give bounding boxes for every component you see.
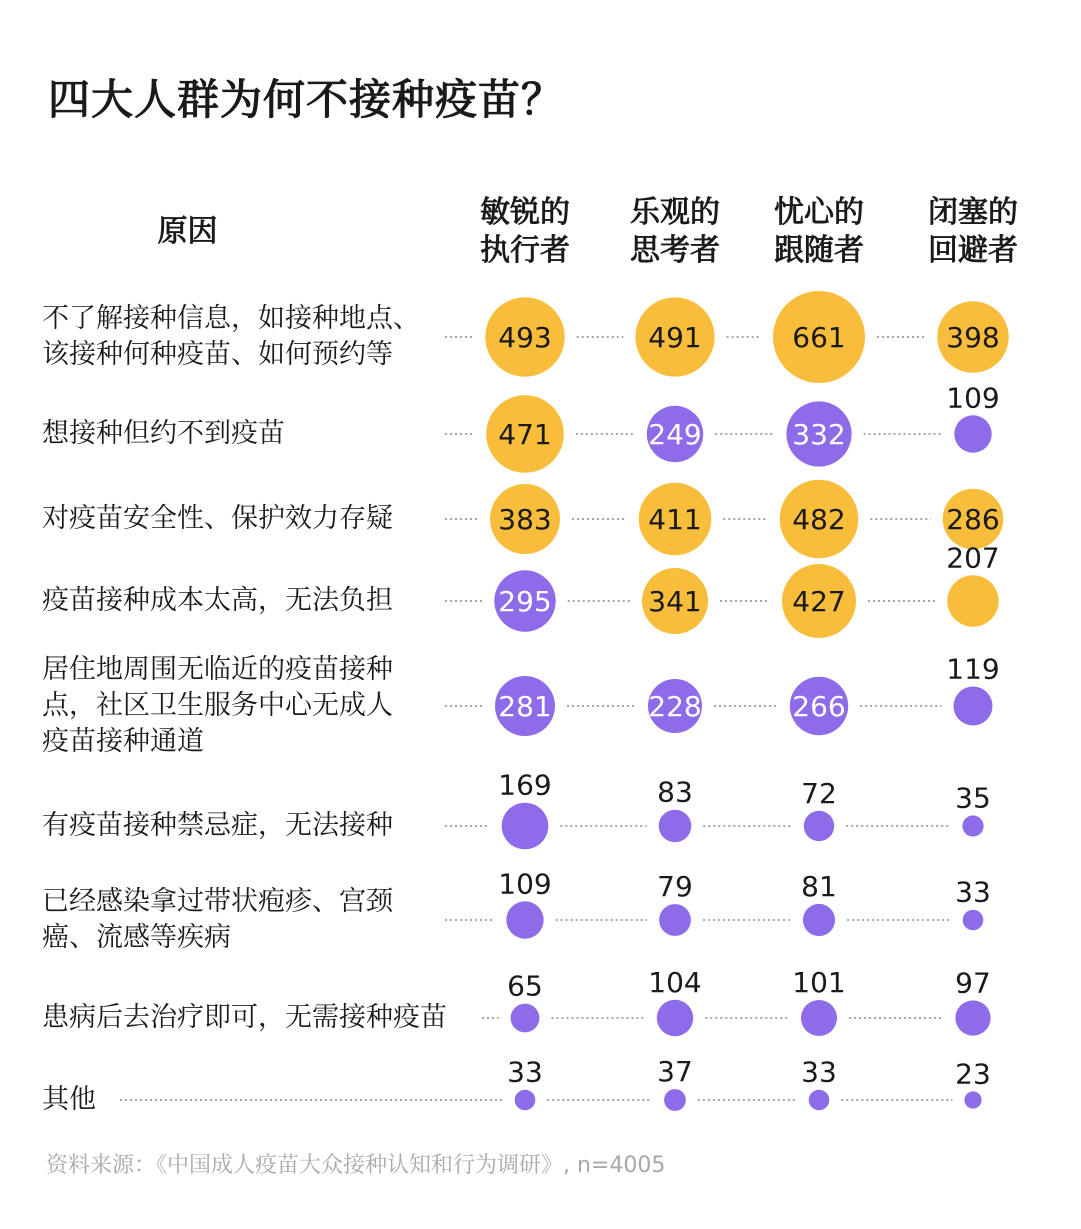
- bubble-value-label: 79: [657, 870, 693, 904]
- bubble-value-label: 207: [946, 541, 1000, 575]
- bubble-value-label: 295: [498, 585, 552, 618]
- bubble-r6-c4: [955, 781, 991, 836]
- bubble-value-label: 104: [648, 965, 702, 999]
- bubble-circle: [809, 1090, 830, 1111]
- bubble-r5-c2: [648, 679, 702, 733]
- column-header-line2: 执行者: [480, 233, 570, 268]
- bubble-circle: [954, 687, 993, 726]
- row-label-line: 居住地周围无临近的疫苗接种: [42, 654, 393, 685]
- row-label-line: 其他: [42, 1084, 96, 1115]
- column-header-line1: 闭塞的: [928, 195, 1018, 230]
- bubble-r4-c2: [642, 568, 708, 634]
- bubble-circle: [947, 575, 998, 626]
- row-label-line: 该接种何种疫苗、如何预约等: [42, 339, 393, 370]
- bubble-value-label: 281: [498, 690, 552, 723]
- row-label-line: 不了解接种信息，如接种地点、: [42, 303, 420, 334]
- row-label-line: 想接种但约不到疫苗: [42, 418, 285, 449]
- source-note: 资料来源：《中国成人疫苗大众接种认知和行为调研》, n=4005: [46, 1153, 666, 1178]
- column-header-line1: 乐观的: [630, 195, 720, 230]
- column-header-line2: 回避者: [928, 233, 1018, 268]
- row-label-line: 疫苗接种成本太高，无法负担: [42, 585, 393, 616]
- bubble-value-label: 169: [498, 768, 552, 802]
- bubble-circle: [803, 904, 835, 936]
- bubble-r5-c3: [790, 677, 848, 735]
- bubble-value-label: 332: [792, 418, 846, 451]
- bubble-value-label: 266: [792, 690, 846, 723]
- bubble-circle: [962, 815, 983, 836]
- bubble-value-label: 97: [955, 966, 991, 1000]
- bubble-r1-c3: [773, 291, 865, 383]
- bubble-circle: [964, 1091, 981, 1108]
- chart-title: 四大人群为何不接种疫苗？: [48, 75, 565, 124]
- bubble-circle: [963, 910, 984, 931]
- bubble-r3-c4: [943, 489, 1004, 550]
- bubble-circle: [954, 415, 991, 452]
- bubble-value-label: 109: [946, 381, 1000, 415]
- bubble-value-label: 72: [801, 776, 837, 810]
- bubble-value-label: 228: [648, 690, 702, 723]
- bubble-value-label: 286: [946, 503, 1000, 536]
- bubble-r3-c3: [780, 480, 859, 559]
- bubble-r8-c1: [507, 970, 543, 1033]
- bubble-value-label: 427: [792, 585, 846, 618]
- bubble-r2-c4: [946, 381, 999, 452]
- bubble-value-label: 33: [801, 1055, 837, 1089]
- bubble-r1-c4: [937, 301, 1008, 372]
- bubble-r4-c3: [782, 564, 856, 638]
- bubble-value-label: 471: [498, 418, 552, 451]
- column-header-line2: 跟随者: [774, 233, 864, 268]
- column-header-line1: 忧心的: [774, 195, 864, 230]
- bubble-value-label: 35: [955, 781, 991, 815]
- bubble-value-label: 37: [657, 1055, 693, 1089]
- bubble-r1-c1: [485, 297, 564, 376]
- bubble-value-label: 249: [648, 418, 702, 451]
- bubble-r4-c4: [946, 541, 999, 626]
- bubble-value-label: 661: [792, 321, 846, 354]
- row-label-line: 癌、流感等疾病: [42, 922, 231, 953]
- row-label-line: 点，社区卫生服务中心无成人: [42, 690, 393, 721]
- bubble-circle: [506, 901, 543, 938]
- bubble-value-label: 81: [801, 869, 837, 903]
- row-label-line: 患病后去治疗即可，无需接种疫苗: [42, 1002, 447, 1033]
- bubble-r1-c2: [635, 297, 714, 376]
- bubble-circle: [515, 1090, 536, 1111]
- reason-column-header: 原因: [157, 214, 218, 249]
- bubble-value-label: 109: [498, 867, 552, 901]
- bubble-r7-c2: [657, 870, 693, 936]
- bubble-r7-c1: [498, 867, 551, 938]
- bubble-value-label: 23: [955, 1057, 991, 1091]
- bubble-value-label: 491: [648, 321, 702, 354]
- bubble-r8-c4: [955, 966, 991, 1035]
- bubble-r8-c2: [648, 966, 701, 1036]
- bubble-r5-c4: [946, 652, 999, 725]
- bubble-r6-c3: [801, 777, 837, 841]
- bubble-circle: [511, 1004, 540, 1033]
- bubble-value-label: 493: [498, 321, 552, 354]
- row-label-line: 疫苗接种通道: [42, 726, 204, 757]
- bubble-circle: [659, 904, 691, 936]
- bubble-r6-c2: [657, 776, 693, 843]
- row-label-line: 有疫苗接种禁忌症，无法接种: [42, 810, 393, 841]
- bubble-r9-c1: [507, 1056, 543, 1111]
- bubble-value-label: 101: [792, 966, 846, 1000]
- bubble-r9-c4: [955, 1057, 991, 1108]
- bubble-r2-c3: [786, 401, 851, 466]
- bubble-r3-c2: [639, 483, 712, 556]
- bubble-r4-c1: [494, 570, 555, 631]
- bubble-value-label: 341: [648, 585, 702, 618]
- bubble-value-label: 65: [507, 969, 543, 1003]
- bubble-circle: [659, 810, 692, 843]
- bubble-value-label: 33: [955, 875, 991, 909]
- bubble-value-label: 482: [792, 503, 846, 536]
- bubble-circle: [657, 1000, 693, 1036]
- bubble-r7-c3: [801, 870, 837, 936]
- bubble-r7-c4: [955, 876, 991, 931]
- bubble-r9-c3: [801, 1056, 837, 1111]
- bubble-value-label: 411: [648, 503, 702, 536]
- bubble-r6-c1: [498, 769, 551, 850]
- bubble-value-label: 33: [507, 1055, 543, 1089]
- bubble-value-label: 83: [657, 775, 693, 809]
- bubble-circle: [502, 803, 549, 850]
- bubble-value-label: 119: [946, 652, 1000, 686]
- bubble-r9-c2: [657, 1055, 693, 1111]
- bubble-r3-c1: [490, 484, 560, 554]
- bubble-r8-c3: [792, 966, 845, 1036]
- bubble-r2-c2: [647, 406, 703, 462]
- bubble-value-label: 398: [946, 321, 1000, 354]
- bubble-circle: [664, 1089, 686, 1111]
- column-header-line1: 敏锐的: [480, 195, 570, 230]
- column-header-line2: 思考者: [630, 233, 720, 268]
- bubble-r2-c1: [486, 395, 564, 473]
- row-label-line: 已经感染拿过带状疱疹、宫颈: [42, 886, 393, 917]
- row-label-line: 对疫苗安全性、保护效力存疑: [42, 503, 393, 534]
- bubble-circle: [804, 811, 834, 841]
- bubble-circle: [955, 1000, 990, 1035]
- bubble-r5-c1: [495, 676, 555, 736]
- bubble-circle: [801, 1000, 837, 1036]
- bubble-value-label: 383: [498, 503, 552, 536]
